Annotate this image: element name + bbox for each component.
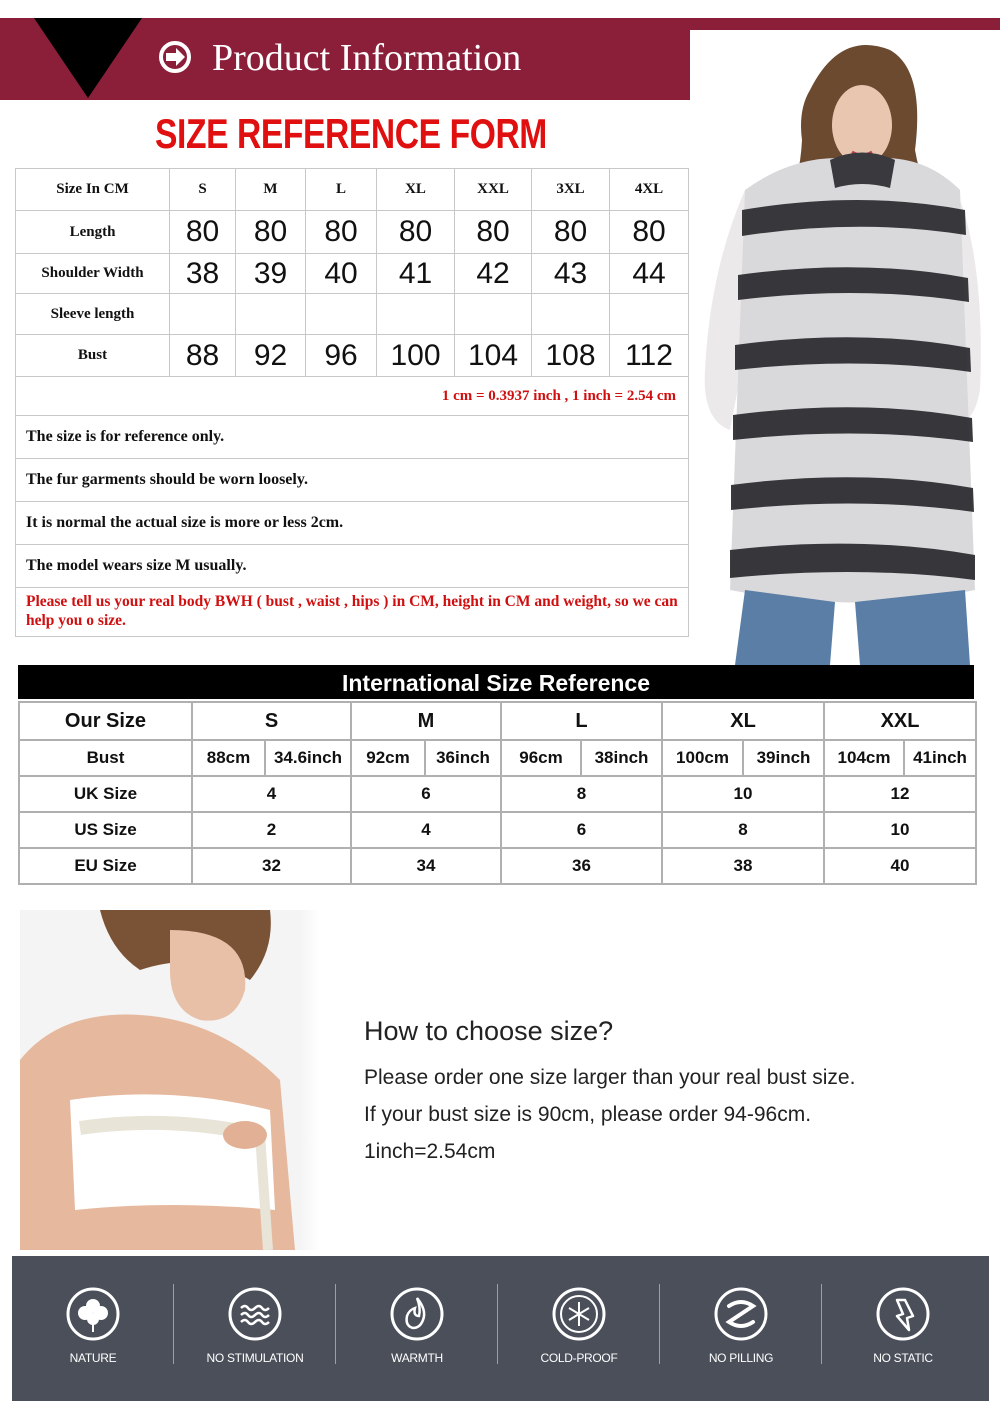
bust-inch: 36inch	[425, 740, 501, 776]
page-title: Product Information	[212, 37, 522, 79]
size-header-row	[16, 169, 689, 211]
size-col-header: M	[236, 169, 306, 211]
cell-value	[236, 294, 306, 335]
cell-value: 80	[306, 211, 377, 254]
choose-line: 1inch=2.54cm	[364, 1140, 496, 1163]
flower-icon	[65, 1286, 121, 1342]
row-label: UK Size	[19, 776, 192, 812]
cell-value: 4	[192, 776, 351, 812]
feature-label: NO PILLING	[708, 1351, 774, 1365]
cell-value: 44	[610, 254, 689, 294]
choose-line: Please order one size larger than your real bust size.	[364, 1066, 856, 1089]
bust-cm: 88cm	[192, 740, 265, 776]
size-col-header: S	[192, 702, 351, 740]
note-text: The model wears size M usually.	[16, 545, 689, 588]
size-col-header: XXL	[455, 169, 532, 211]
size-reference-table	[15, 168, 689, 637]
cell-value	[532, 294, 610, 335]
cell-value: 40	[306, 254, 377, 294]
cell-value: 80	[377, 211, 455, 254]
cell-value: 34	[351, 848, 501, 884]
cell-value: 36	[501, 848, 662, 884]
how-to-choose-title: How to choose size?	[364, 1016, 614, 1046]
feature-no-stimulation	[174, 1256, 336, 1401]
cell-value: 104	[455, 335, 532, 377]
cell-value: 40	[824, 848, 976, 884]
size-form-title: SIZE REFERENCE FORM	[155, 110, 547, 157]
bust-cm: 92cm	[351, 740, 425, 776]
ball-icon	[713, 1286, 769, 1342]
bust-measuring-photo	[20, 910, 320, 1250]
cell-value: 80	[170, 211, 236, 254]
cell-value: 80	[455, 211, 532, 254]
note-text: It is normal the actual size is more or less 2cm.	[16, 502, 689, 545]
cell-value: 112	[610, 335, 689, 377]
size-col-header: L	[501, 702, 662, 740]
snowflake-icon	[551, 1286, 607, 1342]
cell-value: 96	[306, 335, 377, 377]
note-row	[16, 459, 689, 502]
cell-value: 43	[532, 254, 610, 294]
arrow-right-circle-icon	[158, 40, 192, 74]
waves-icon	[227, 1286, 283, 1342]
cell-value: 4	[351, 812, 501, 848]
international-size-table	[18, 701, 977, 885]
bust-inch: 39inch	[743, 740, 824, 776]
row-label: Bust	[16, 335, 170, 377]
bust-label: Bust	[19, 740, 192, 776]
flame-icon	[389, 1286, 445, 1342]
feature-label: COLD-PROOF	[540, 1351, 618, 1365]
table-row	[16, 335, 689, 377]
table-row	[16, 254, 689, 294]
note-row	[16, 502, 689, 545]
cell-value: 6	[501, 812, 662, 848]
request-note-text: Please tell us your real body BWH ( bust , waist , hips ) in CM, height in CM and weight, so we can help you o size.	[16, 588, 689, 637]
cell-value	[610, 294, 689, 335]
size-col-header: M	[351, 702, 501, 740]
row-label: EU Size	[19, 848, 192, 884]
size-col-header: 3XL	[532, 169, 610, 211]
table-row	[19, 848, 976, 884]
lightning-icon	[875, 1286, 931, 1342]
size-col-header: L	[306, 169, 377, 211]
choose-line: If your bust size is 90cm, please order 94-96cm.	[364, 1103, 812, 1126]
cell-value: 8	[501, 776, 662, 812]
bust-cm: 104cm	[824, 740, 904, 776]
table-row	[16, 211, 689, 254]
feature-label: WARMTH	[391, 1351, 443, 1365]
cell-value: 38	[662, 848, 824, 884]
feature-label: NO STATIC	[873, 1351, 933, 1365]
cell-value: 32	[192, 848, 351, 884]
note-text: The fur garments should be worn loosely.	[16, 459, 689, 502]
conversion-row	[16, 377, 689, 416]
row-label: US Size	[19, 812, 192, 848]
cell-value	[170, 294, 236, 335]
cell-value: 12	[824, 776, 976, 812]
bust-row	[19, 740, 976, 776]
note-text: The size is for reference only.	[16, 416, 689, 459]
header-triangle-decoration	[34, 18, 142, 98]
request-note-row	[16, 588, 689, 637]
size-header-label: Size In CM	[16, 169, 170, 211]
feature-no-static	[822, 1256, 984, 1401]
row-label: Sleeve length	[16, 294, 170, 335]
bust-cm: 100cm	[662, 740, 743, 776]
conversion-text: 1 cm = 0.3937 inch , 1 inch = 2.54 cm	[16, 377, 689, 416]
bust-cm: 96cm	[501, 740, 581, 776]
model-vest-photo	[690, 30, 1000, 665]
feature-cold-proof	[498, 1256, 660, 1401]
feature-band	[12, 1256, 989, 1401]
bust-inch: 38inch	[581, 740, 662, 776]
row-label: Length	[16, 211, 170, 254]
feature-warmth	[336, 1256, 498, 1401]
intl-size-header-row	[19, 702, 976, 740]
cell-value: 80	[610, 211, 689, 254]
table-row	[19, 776, 976, 812]
bust-inch: 41inch	[904, 740, 976, 776]
cell-value: 10	[662, 776, 824, 812]
feature-label: NATURE	[69, 1351, 117, 1365]
cell-value: 88	[170, 335, 236, 377]
feature-no-pilling	[660, 1256, 822, 1401]
cell-value: 80	[236, 211, 306, 254]
note-row	[16, 416, 689, 459]
cell-value	[377, 294, 455, 335]
size-col-header: XXL	[824, 702, 976, 740]
cell-value: 80	[532, 211, 610, 254]
feature-label: NO STIMULATION	[206, 1351, 304, 1365]
cell-value: 39	[236, 254, 306, 294]
cell-value: 38	[170, 254, 236, 294]
size-col-header: XL	[377, 169, 455, 211]
international-size-title: International Size Reference	[18, 665, 974, 699]
cell-value: 108	[532, 335, 610, 377]
cell-value: 2	[192, 812, 351, 848]
cell-value: 41	[377, 254, 455, 294]
feature-nature	[12, 1256, 174, 1401]
row-label: Shoulder Width	[16, 254, 170, 294]
cell-value: 6	[351, 776, 501, 812]
note-row	[16, 545, 689, 588]
cell-value: 42	[455, 254, 532, 294]
cell-value	[306, 294, 377, 335]
cell-value	[455, 294, 532, 335]
table-row	[19, 812, 976, 848]
cell-value: 8	[662, 812, 824, 848]
cell-value: 92	[236, 335, 306, 377]
our-size-label: Our Size	[19, 702, 192, 740]
size-col-header: S	[170, 169, 236, 211]
table-row	[16, 294, 689, 335]
cell-value: 10	[824, 812, 976, 848]
size-col-header: 4XL	[610, 169, 689, 211]
size-col-header: XL	[662, 702, 824, 740]
cell-value: 100	[377, 335, 455, 377]
bust-inch: 34.6inch	[265, 740, 351, 776]
